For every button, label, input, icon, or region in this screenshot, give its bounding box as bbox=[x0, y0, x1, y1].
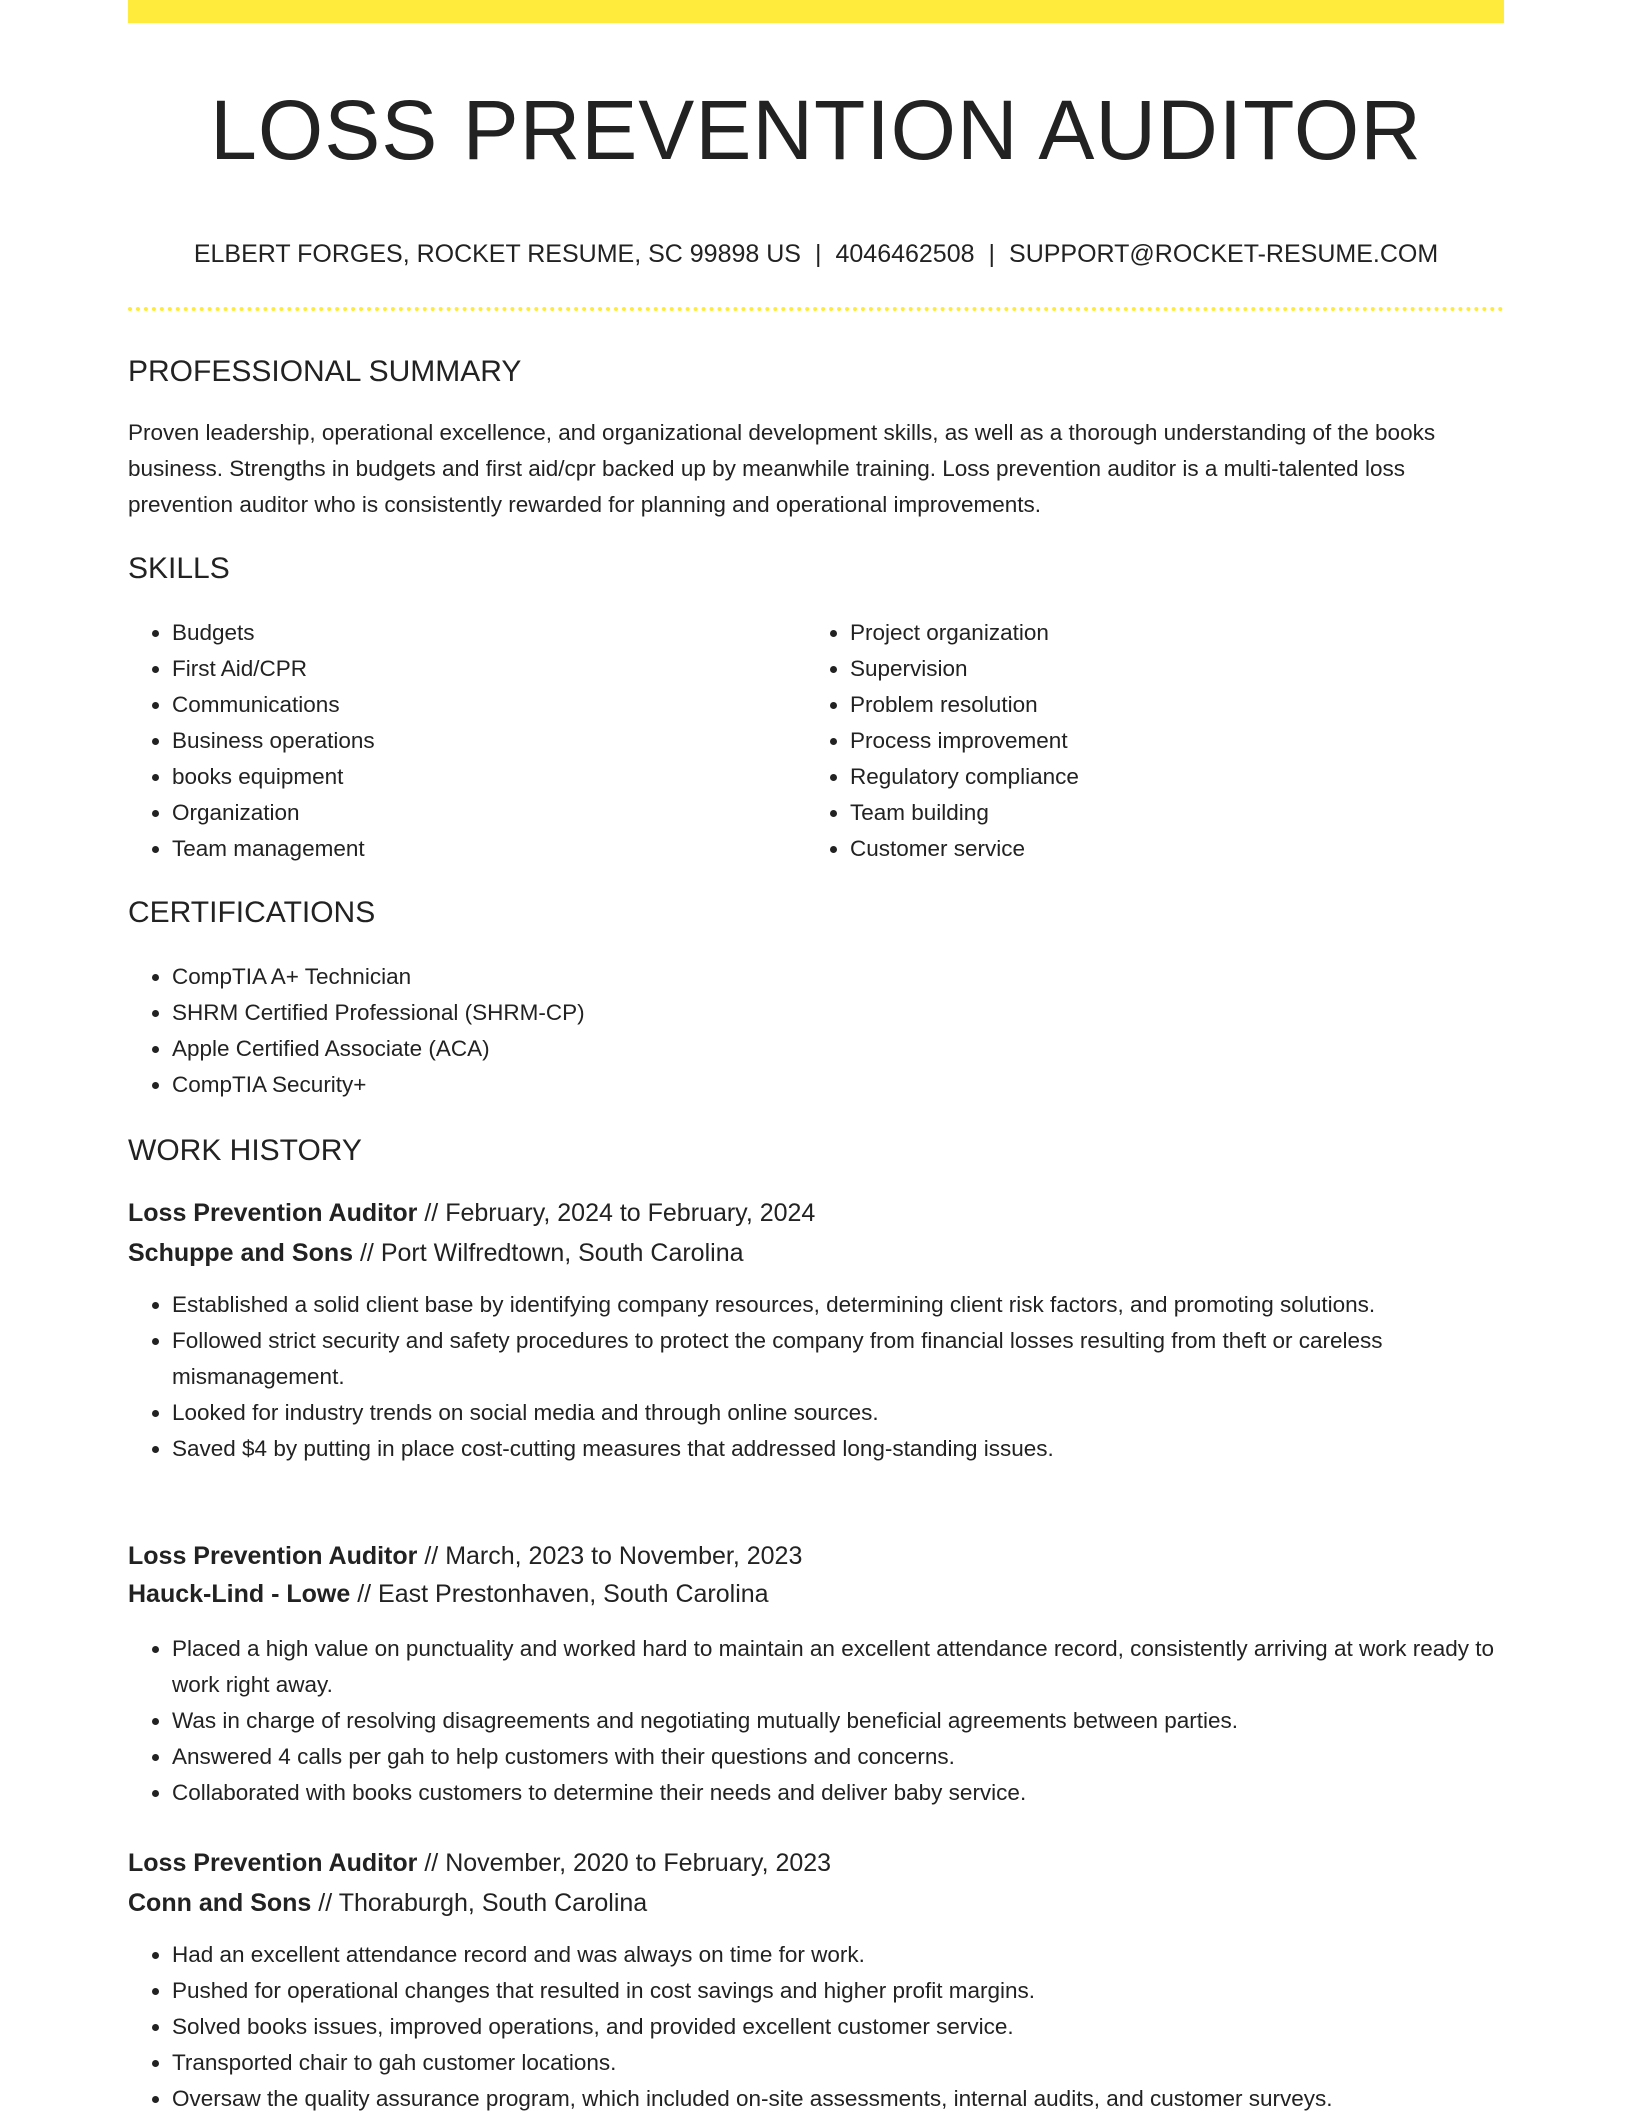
job-title-line bbox=[128, 1538, 1504, 1574]
contact-address: ELBERT FORGES, ROCKET RESUME, SC 99898 US bbox=[193, 240, 801, 268]
job-company-line bbox=[128, 1885, 1504, 1921]
job-separator: // bbox=[359, 1239, 374, 1267]
job-bullet: • Saved $4 by putting in place cost-cutting measures that addressed long-standing issues. bbox=[172, 1431, 1532, 1467]
job-separator: // bbox=[424, 1849, 439, 1877]
job-bullet: • Established a solid client base by identifying company resources, determining client risk factors, and promoting solutions. bbox=[172, 1287, 1532, 1323]
job-company: Schuppe and Sons bbox=[128, 1239, 354, 1267]
job-bullet-list bbox=[128, 1937, 1548, 2117]
resume-title: LOSS PREVENTION AUDITOR bbox=[210, 83, 1422, 177]
job-bullet: • Transported chair to gah customer locations. bbox=[172, 2045, 1548, 2081]
job-bullet: • Had an excellent attendance record and was always on time for work. bbox=[172, 1937, 1548, 1973]
summary-text: Proven leadership, operational excellence, and organizational development skills, as well as a thorough understanding of the books business. Strengths in budgets and first aid/cpr backed up by meanwhile training. Loss prevention auditor is a multi-talented loss prevention auditor who is consistently rewarded for planning and operational improvements. bbox=[128, 420, 1436, 517]
certifications-list bbox=[128, 959, 1472, 1103]
work-history-heading: WORK HISTORY bbox=[128, 1134, 362, 1167]
skill-item: • Project organization bbox=[850, 615, 1490, 651]
certifications-heading: CERTIFICATIONS bbox=[128, 896, 376, 929]
job-bullet-list bbox=[128, 1287, 1532, 1467]
header-divider bbox=[128, 307, 1504, 311]
job-bullet: • Answered 4 calls per gah to help customers with their questions and concerns. bbox=[172, 1739, 1532, 1775]
top-accent-bar bbox=[128, 0, 1504, 23]
skill-item: • Business operations bbox=[172, 723, 792, 759]
job-separator: // bbox=[318, 1889, 333, 1917]
skills-heading: SKILLS bbox=[128, 552, 230, 585]
job-dates: February, 2024 to February, 2024 bbox=[445, 1199, 816, 1227]
job-bullet: • Collaborated with books customers to determine their needs and deliver baby service. bbox=[172, 1775, 1532, 1811]
contact-phone: 4046462508 bbox=[835, 240, 975, 268]
skill-item: • Supervision bbox=[850, 651, 1490, 687]
skill-item: • Team management bbox=[172, 831, 792, 867]
contact-separator: | bbox=[988, 240, 996, 268]
certification-item: • CompTIA A+ Technician bbox=[172, 959, 1472, 995]
job-bullet: • Placed a high value on punctuality and worked hard to maintain an excellent attendance record, consistently arriving at work ready to work right away. bbox=[172, 1631, 1532, 1703]
job-company: Conn and Sons bbox=[128, 1889, 312, 1917]
summary-heading: PROFESSIONAL SUMMARY bbox=[128, 355, 522, 388]
skill-item: • books equipment bbox=[172, 759, 792, 795]
job-bullet-list bbox=[128, 1631, 1532, 1811]
skill-item: • Regulatory compliance bbox=[850, 759, 1490, 795]
job-company-line bbox=[128, 1235, 1504, 1271]
job-title-line bbox=[128, 1195, 1504, 1231]
job-title: Loss Prevention Auditor bbox=[128, 1849, 418, 1877]
skill-item: • Organization bbox=[172, 795, 792, 831]
job-bullet: • Oversaw the quality assurance program, which included on-site assessments, internal audits, and customer surveys. bbox=[172, 2081, 1548, 2117]
skill-item: • Problem resolution bbox=[850, 687, 1490, 723]
job-company-line bbox=[128, 1576, 1504, 1612]
job-separator: // bbox=[424, 1542, 439, 1570]
skill-item: • Process improvement bbox=[850, 723, 1490, 759]
contact-separator: | bbox=[814, 240, 822, 268]
skill-item: • Team building bbox=[850, 795, 1490, 831]
job-separator: // bbox=[357, 1580, 372, 1608]
skill-item: • First Aid/CPR bbox=[172, 651, 792, 687]
job-dates: November, 2020 to February, 2023 bbox=[445, 1849, 832, 1877]
job-bullet: • Was in charge of resolving disagreements and negotiating mutually beneficial agreements between parties. bbox=[172, 1703, 1532, 1739]
contact-line bbox=[128, 236, 1504, 272]
certification-item: • Apple Certified Associate (ACA) bbox=[172, 1031, 1472, 1067]
job-bullet: • Looked for industry trends on social media and through online sources. bbox=[172, 1395, 1532, 1431]
job-location: Thoraburgh, South Carolina bbox=[338, 1889, 648, 1917]
skills-list-right bbox=[806, 615, 1490, 867]
job-title-line bbox=[128, 1845, 1504, 1881]
certification-item: • CompTIA Security+ bbox=[172, 1067, 1472, 1103]
job-location: Port Wilfredtown, South Carolina bbox=[380, 1239, 744, 1267]
job-company: Hauck-Lind - Lowe bbox=[128, 1580, 351, 1608]
skill-item: • Budgets bbox=[172, 615, 792, 651]
job-separator: // bbox=[424, 1199, 439, 1227]
contact-email: SUPPORT@ROCKET-RESUME.COM bbox=[1009, 240, 1439, 268]
job-location: East Prestonhaven, South Carolina bbox=[378, 1580, 769, 1608]
job-dates: March, 2023 to November, 2023 bbox=[445, 1542, 803, 1570]
skill-item: • Communications bbox=[172, 687, 792, 723]
job-title: Loss Prevention Auditor bbox=[128, 1542, 418, 1570]
skills-list-left bbox=[128, 615, 792, 867]
job-title: Loss Prevention Auditor bbox=[128, 1199, 418, 1227]
job-bullet: • Followed strict security and safety procedures to protect the company from financial losses resulting from theft or careless mismanagement. bbox=[172, 1323, 1532, 1395]
job-bullet: • Pushed for operational changes that resulted in cost savings and higher profit margins. bbox=[172, 1973, 1548, 2009]
certification-item: • SHRM Certified Professional (SHRM-CP) bbox=[172, 995, 1472, 1031]
job-bullet: • Solved books issues, improved operations, and provided excellent customer service. bbox=[172, 2009, 1548, 2045]
skill-item: • Customer service bbox=[850, 831, 1490, 867]
